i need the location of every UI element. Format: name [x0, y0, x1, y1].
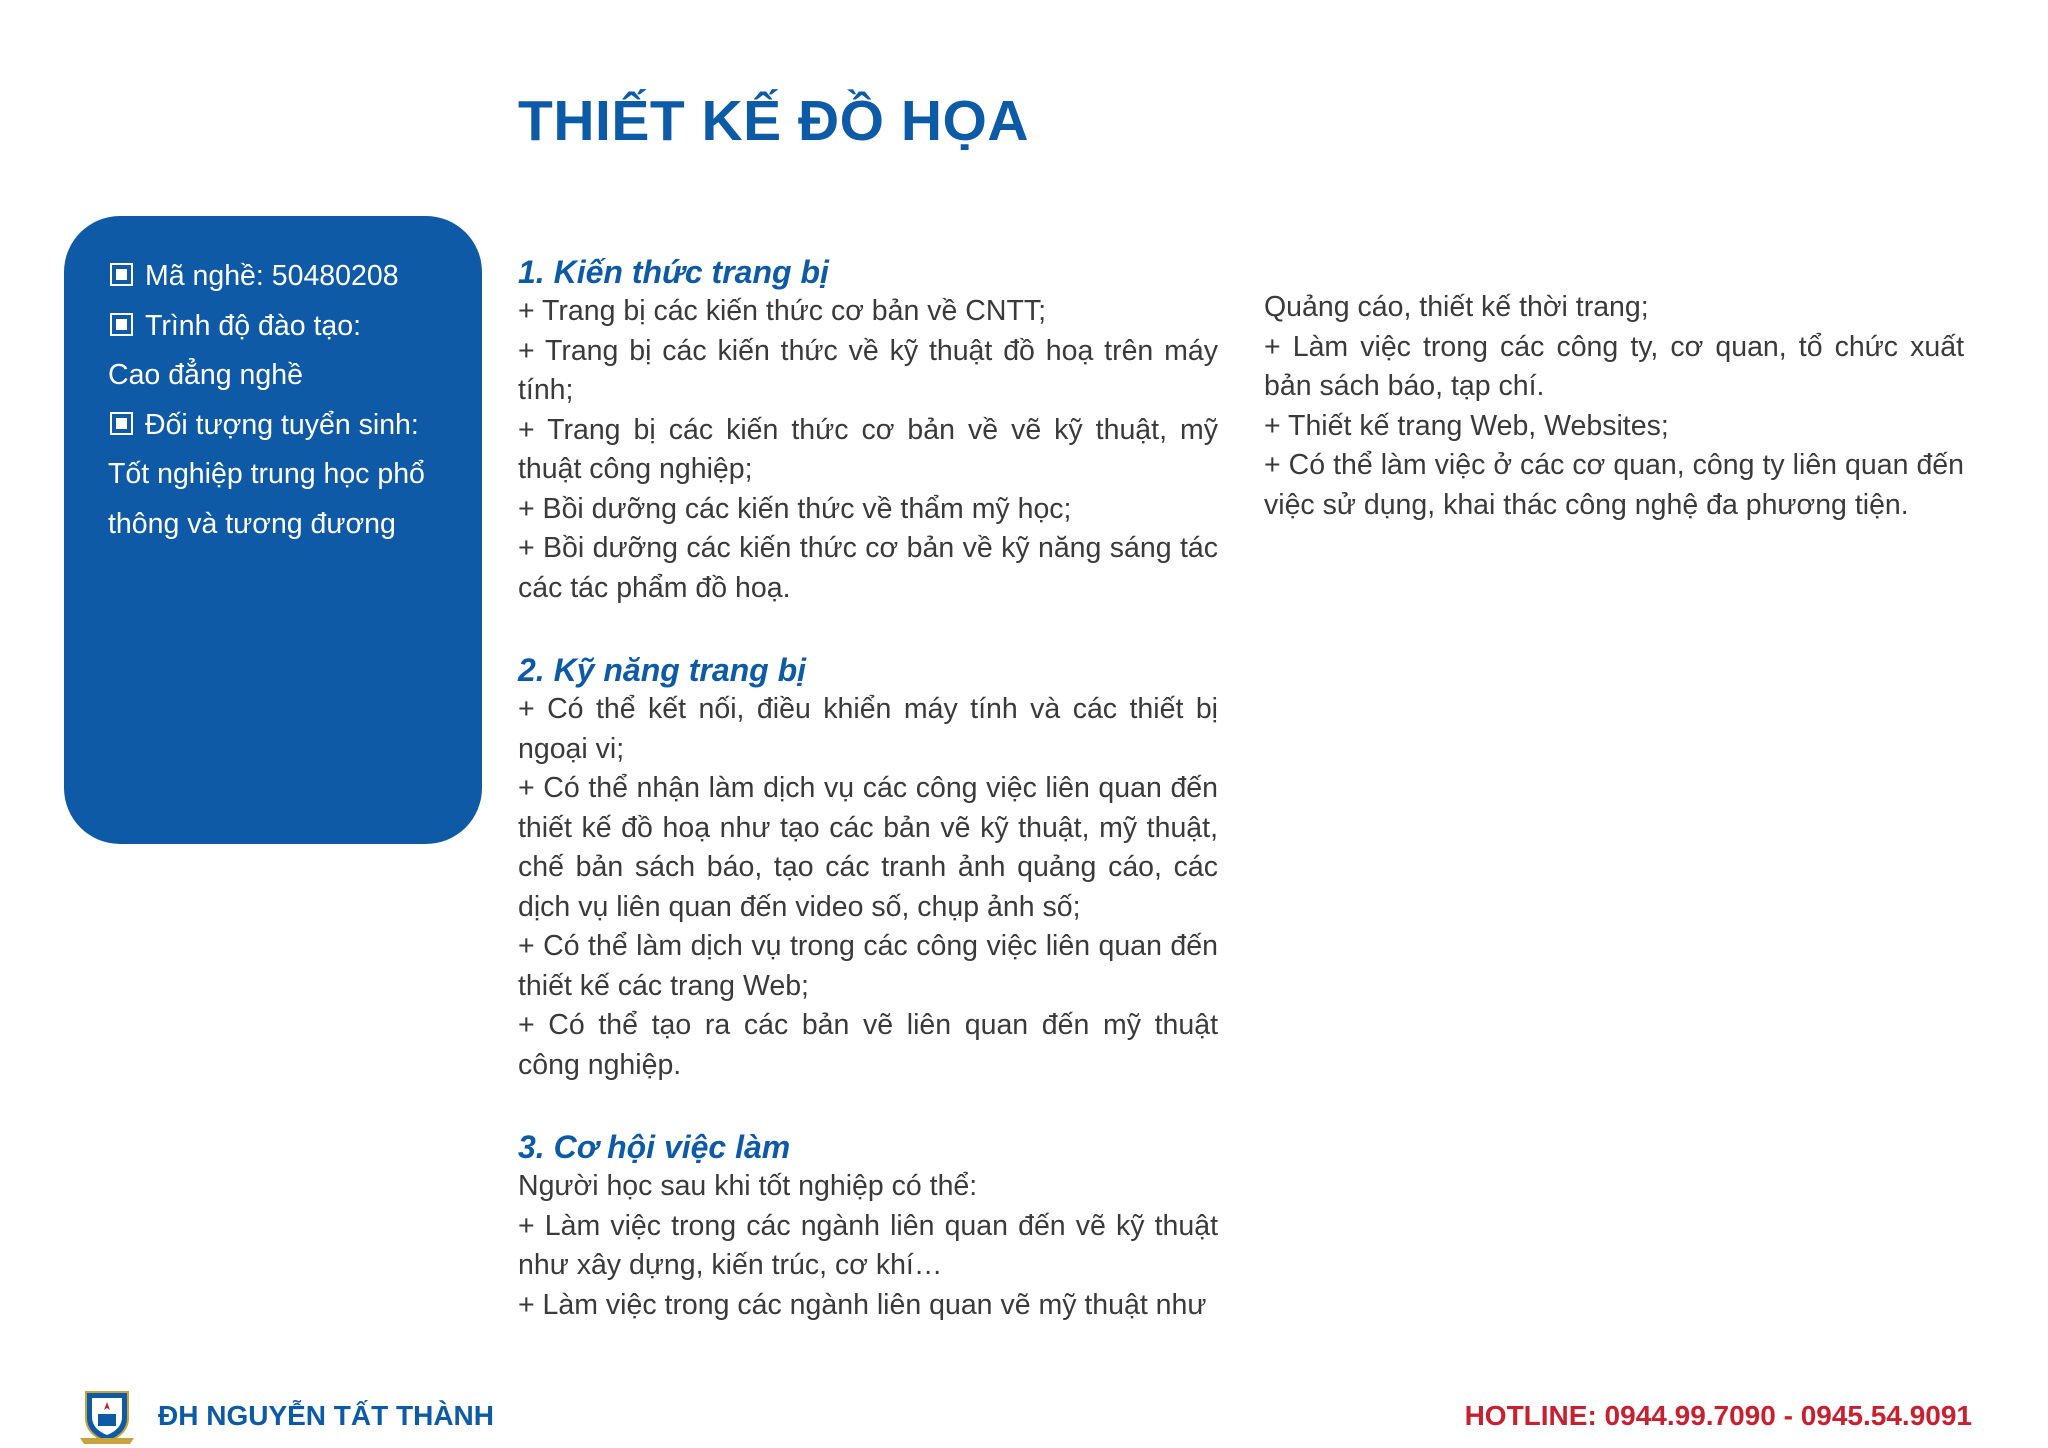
content-column-left — [518, 252, 1218, 1367]
paragraph: + Thiết kế trang Web, Websites; — [1264, 409, 1669, 442]
paragraph: + Trang bị các kiến thức cơ bản về vẽ kỹ thuật, mỹ thuật công nghiệp; — [518, 413, 1218, 485]
paragraph: Quảng cáo, thiết kế thời trang; — [1264, 291, 1649, 323]
footer-hotline: HOTLINE: 0944.99.7090 - 0945.54.9091 — [1464, 1400, 1972, 1431]
info-line-target-label: Đối tượng tuyển sinh: — [108, 401, 462, 451]
paragraph: + Trang bị các kiến thức cơ bản về CNTT; — [518, 295, 1047, 327]
checkbox-bullet-icon — [110, 412, 133, 435]
checkbox-bullet-icon — [110, 263, 133, 286]
info-line-target-value-2: thông và tương đương — [108, 507, 396, 540]
info-line-code: Mã nghề: 50480208 — [108, 252, 462, 302]
section-heading: 3. Cơ hội việc làm — [518, 1129, 791, 1165]
page-title: THIẾT KẾ ĐỒ HỌA — [518, 89, 1030, 153]
paragraph: + Trang bị các kiến thức về kỹ thuật đồ hoạ trên máy tính; — [518, 334, 1218, 406]
section-heading: 1. Kiến thức trang bị — [518, 254, 829, 290]
program-info-box — [64, 216, 482, 844]
paragraph: + Bồi dưỡng các kiến thức về thẩm mỹ học; — [518, 492, 1072, 525]
info-line-level-value: Cao đẳng nghề — [108, 359, 303, 391]
paragraph: + Có thể tạo ra các bản vẽ liên quan đến mỹ thuật công nghiệp. — [518, 1009, 1218, 1081]
content-column-right — [1264, 288, 1964, 525]
university-crest-icon — [76, 1388, 138, 1448]
paragraph: + Làm việc trong các ngành liên quan đến vẽ kỹ thuật như xây dựng, kiến trúc, cơ khí… — [518, 1209, 1218, 1281]
paragraph: + Có thể làm việc ở các cơ quan, công ty liên quan đến việc sử dụng, khai thác công nghệ đa phương tiện. — [1264, 449, 1964, 521]
paragraph: + Làm việc trong các công ty, cơ quan, tổ chức xuất bản sách báo, tạp chí. — [1264, 330, 1964, 402]
section-knowledge — [518, 252, 1218, 608]
paragraph: + Có thể nhận làm dịch vụ các công việc liên quan đến thiết kế đồ hoạ như tạo các bản vẽ kỹ thuật, mỹ thuật, chế bản sách báo, tạo các tranh ảnh quảng cáo, các dịch vụ liên quan đến video số, chụp ảnh số; — [518, 772, 1218, 923]
paragraph: Người học sau khi tốt nghiệp có thể: — [518, 1170, 978, 1202]
info-line-level-label: Trình độ đào tạo: — [108, 302, 462, 352]
footer-university-name: ĐH NGUYỄN TẤT THÀNH — [158, 1400, 494, 1431]
paragraph: + Làm việc trong các ngành liên quan vẽ mỹ thuật như — [518, 1288, 1207, 1321]
section-heading: 2. Kỹ năng trang bị — [518, 652, 807, 688]
paragraph: + Có thể kết nối, điều khiển máy tính và các thiết bị ngoại vi; — [518, 693, 1218, 765]
section-skills — [518, 650, 1218, 1085]
paragraph: + Có thể làm dịch vụ trong các công việc liên quan đến thiết kế các trang Web; — [518, 930, 1218, 1002]
section-careers — [518, 1127, 1218, 1325]
checkbox-bullet-icon — [110, 313, 133, 336]
info-line-target-value-1: Tốt nghiệp trung học phổ — [108, 458, 425, 490]
paragraph: + Bồi dưỡng các kiến thức cơ bản về kỹ năng sáng tác các tác phẩm đồ hoạ. — [518, 532, 1218, 604]
